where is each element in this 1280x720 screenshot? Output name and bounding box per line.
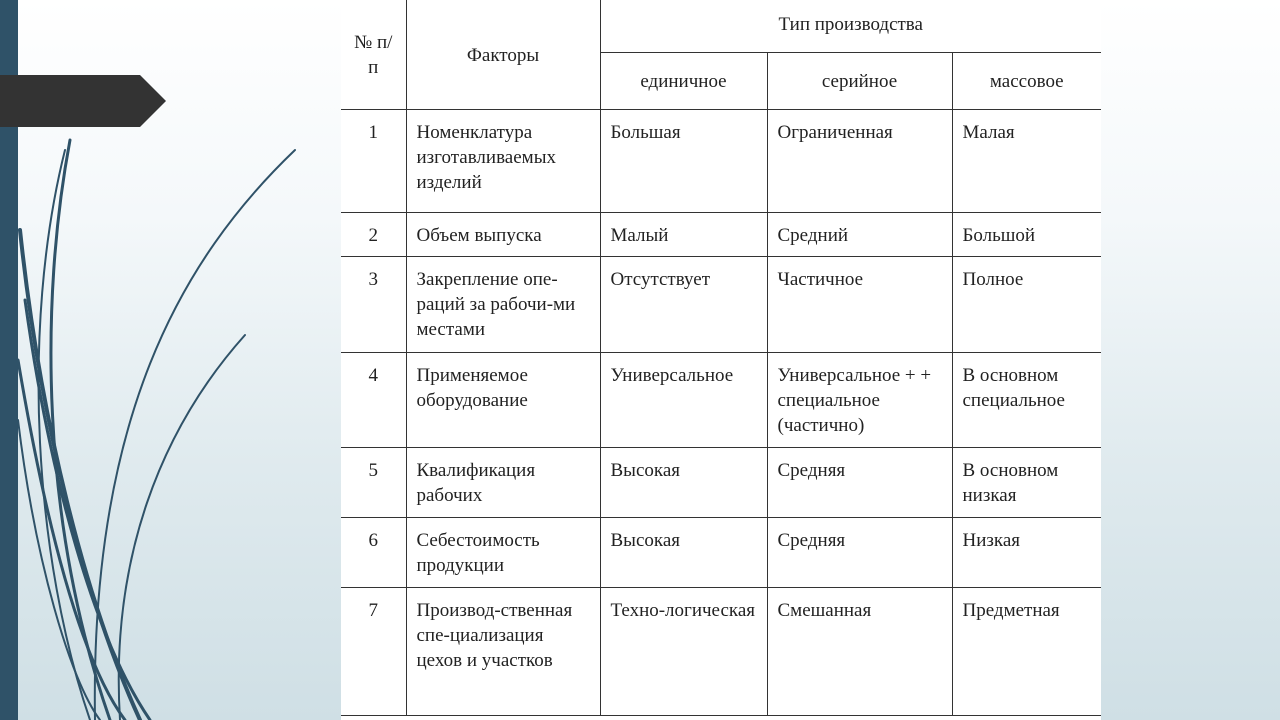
row-factor: Номенклатура изготавливаемых изделий [406,109,600,212]
row-mass: Полное [952,256,1101,352]
header-type-single: единичное [600,52,767,109]
production-types-table-container [341,0,1101,720]
row-serial: Средняя [767,517,952,587]
row-mass: Предметная [952,587,1101,715]
row-factor: Производ-ственная спе-циализация цехов и участков [406,587,600,715]
row-single: Высокая [600,447,767,517]
row-mass: В основном низкая [952,447,1101,517]
table-row [341,352,1101,447]
row-serial: Универсальное + + специальное (частично) [767,352,952,447]
row-num: 3 [341,256,406,352]
row-num: 2 [341,212,406,256]
row-mass: В основном специальное [952,352,1101,447]
row-serial: Частичное [767,256,952,352]
row-factor: Объем выпуска [406,212,600,256]
row-single: Универсальное [600,352,767,447]
header-type-serial: серийное [767,52,952,109]
header-factors: Факторы [406,0,600,109]
row-single: Техно-логическая [600,587,767,715]
header-type-mass: массовое [952,52,1101,109]
header-production-type: Тип производства [600,0,1101,52]
row-factor: Закрепление опе-раций за рабочи-ми местами [406,256,600,352]
row-mass: Большой [952,212,1101,256]
row-serial: Средний [767,212,952,256]
row-mass: Низкая [952,517,1101,587]
row-num: 6 [341,517,406,587]
row-num: 7 [341,587,406,715]
header-row-1 [341,0,1101,52]
table-row [341,587,1101,715]
row-num: 4 [341,352,406,447]
row-serial: Ограниченная [767,109,952,212]
row-factor: Себестоимость продукции [406,517,600,587]
row-single: Малый [600,212,767,256]
table-row [341,109,1101,212]
production-types-table [341,0,1101,716]
table-row [341,256,1101,352]
row-factor: Применяемое оборудование [406,352,600,447]
row-mass: Малая [952,109,1101,212]
header-num: № п/п [341,0,406,109]
row-single: Большая [600,109,767,212]
table-row [341,447,1101,517]
table-row [341,212,1101,256]
row-serial: Средняя [767,447,952,517]
table-row [341,517,1101,587]
row-serial: Смешанная [767,587,952,715]
row-factor: Квалификация рабочих [406,447,600,517]
title-arrow-shape [0,75,166,127]
row-num: 5 [341,447,406,517]
row-single: Отсутствует [600,256,767,352]
row-num: 1 [341,109,406,212]
row-single: Высокая [600,517,767,587]
